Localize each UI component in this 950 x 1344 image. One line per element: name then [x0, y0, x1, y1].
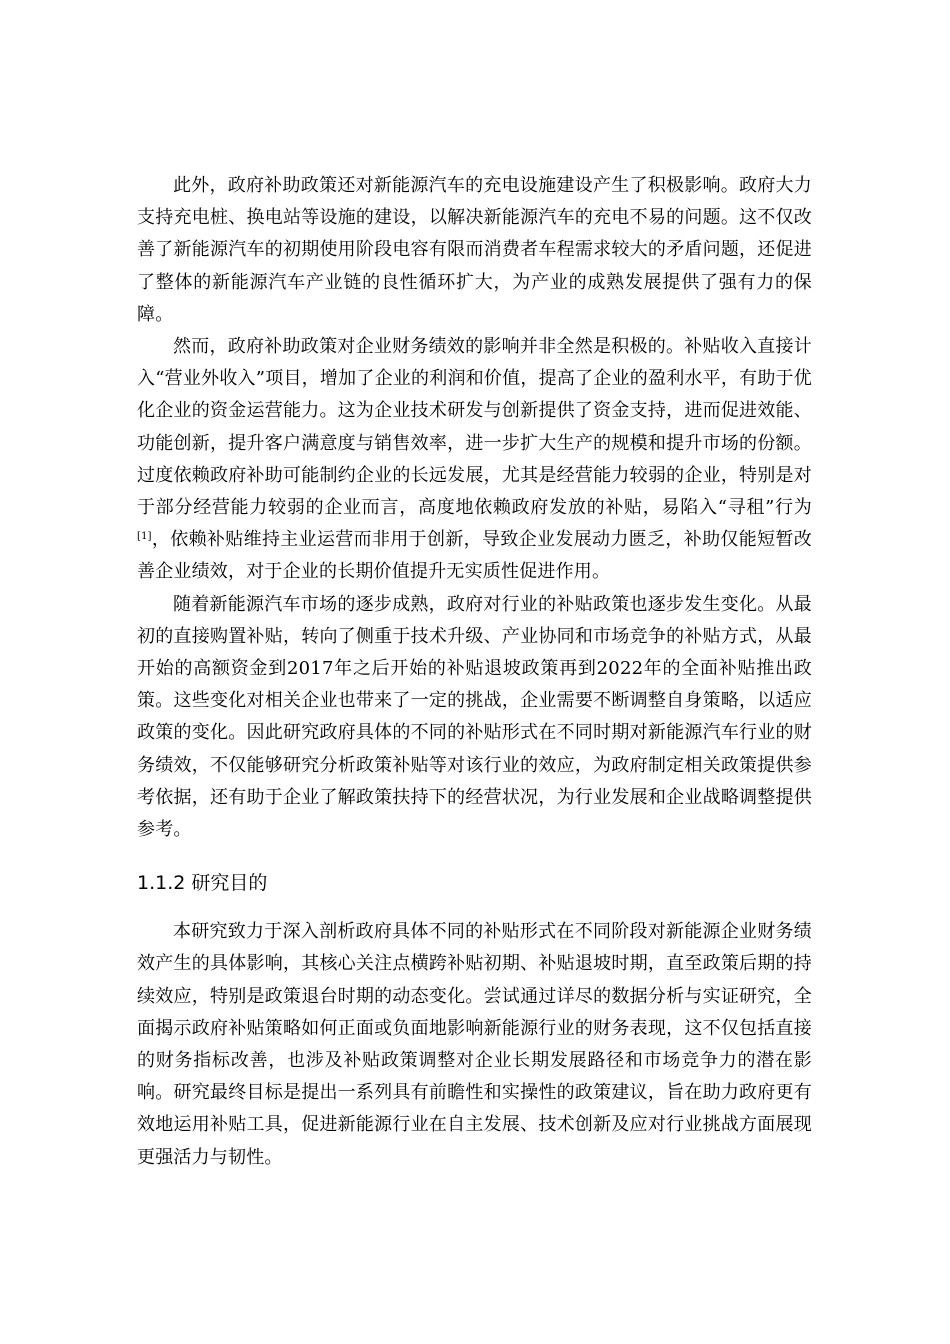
paragraph-charging-infrastructure: 此外，政府补助政策还对新能源汽车的充电设施建设产生了积极影响。政府大力支持充电桩、换电站等设施的建设，以解决新能源汽车的充电不易的问题。这不仅改善了新能源汽车的初期使用阶段电容有限而消费者车程需求较大的矛盾问题，还促进了整体的新能源汽车产业链的良性循环扩大，为产业的成熟发展提供了强有力的保障。: [137, 175, 812, 325]
paragraph-research-purpose: 本研究致力于深入剖析政府具体不同的补贴形式在不同阶段对新能源企业财务绩效产生的具体影响，其核心关注点横跨补贴初期、补贴退坡时期，直至政策后期的持续效应，特别是政策退台时期的动态变化。尝试通过详尽的数据分析与实证研究，全面揭示政府补贴策略如何正面或负面地影响新能源行业的财务表现，这不仅包括直接的财务指标改善，也涉及补贴政策调整对企业长期发展路径和市场竞争力的潜在影响。研究最终目标是提出一系列具有前瞻性和实操性的政策建议，旨在助力政府更有效地运用补贴工具，促进新能源行业在自主发展、技术创新及应对行业挑战方面展现更强活力与韧性。: [137, 921, 812, 1168]
paragraph-text: 然而，政府补助政策对企业财务绩效的影响并非全然是积极的。补贴收入直接计入“营业外收入”项目，增加了企业的利润和价值，提高了企业的盈利水平，有助于优化企业的资金运营能力。这为企业技术研发与创新提供了资金支持，进而促进效能、功能创新，提升客户满意度与销售效率，进一步扩大生产的规模和提升市场的份额。过度依赖政府补助可能制约企业的长远发展，尤其是经营能力较弱的企业，特别是对于部分经营能力较弱的企业而言，高度地依赖政府发放的补贴，易陷入“寻租”行为: [137, 336, 812, 519]
page-content: [137, 170, 812, 1174]
paragraph-subsidy-effects: [137, 331, 812, 589]
paragraph-policy-changes: 随着新能源汽车市场的逐步成熟，政府对行业的补贴政策也逐步发生变化。从最初的直接购置补贴，转向了侧重于技术升级、产业协同和市场竞争的补贴方式，从最开始的高额资金到2017年之后开始的补贴退坡政策再到2022年的全面补贴推出政策。这些变化对相关企业也带来了一定的挑战，企业需要不断调整自身策略，以适应政策的变化。因此研究政府具体的不同的补贴形式在不同时期对新能源汽车行业的财务绩效，不仅能够研究分析政策补贴等对该行业的效应，为政府制定相关政策提供参考依据，还有助于企业了解政策扶持下的经营状况，为行业发展和企业战略调整提供参考。: [137, 593, 812, 841]
section-heading: 1.1.2 研究目的: [137, 872, 268, 895]
citation-reference: [1]: [137, 531, 152, 543]
paragraph-text: ，依赖补贴维持主业运营而非用于创新，导致企业发展动力匮乏，补助仅能短暂改善企业绩效，对于企业的长期价值提升无实质性促进作用。: [137, 529, 812, 583]
